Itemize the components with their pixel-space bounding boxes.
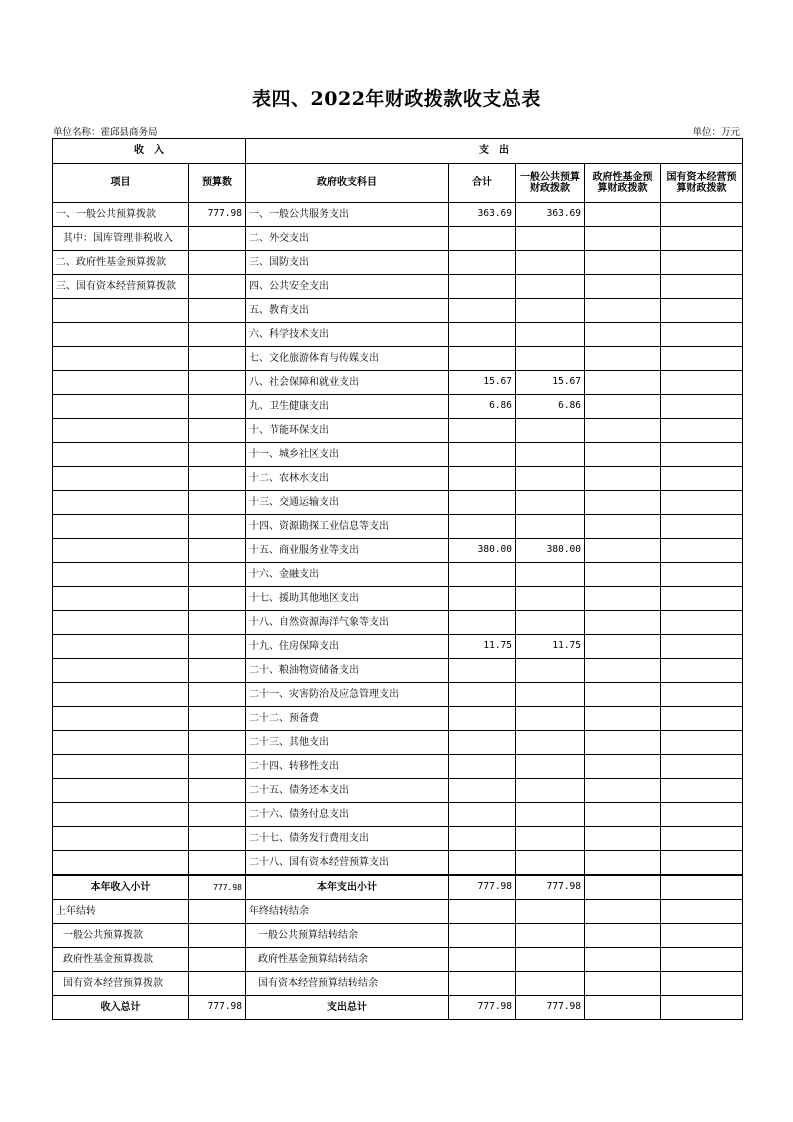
total-cell: [449, 587, 516, 611]
total-cell: [449, 251, 516, 275]
income-amount-cell: [189, 491, 246, 515]
table-row: [53, 827, 743, 851]
state-cell: [661, 900, 743, 924]
income-item-cell: [53, 779, 189, 803]
table-row: [53, 779, 743, 803]
income-amount-cell: [189, 227, 246, 251]
general-cell: [516, 924, 585, 948]
total-cell: [449, 803, 516, 827]
income-item-cell: 国有资本经营预算拨款: [53, 972, 189, 996]
fund-cell: [585, 347, 661, 371]
fund-cell: [585, 779, 661, 803]
table-row: [53, 203, 743, 227]
fund-cell: [585, 395, 661, 419]
expense-item-cell: 十五、商业服务业等支出: [246, 539, 449, 563]
grand-general-cell: 777.98: [516, 996, 585, 1020]
total-cell: [449, 659, 516, 683]
table-row: [53, 323, 743, 347]
income-amount-cell: [189, 251, 246, 275]
income-amount-cell: [189, 755, 246, 779]
carryover-row: [53, 900, 743, 924]
state-cell: [661, 803, 743, 827]
total-cell: [449, 779, 516, 803]
fund-cell: [585, 683, 661, 707]
expense-subtotal-label: 本年支出小计: [246, 875, 449, 900]
table-row: [53, 707, 743, 731]
expense-item-cell: 十一、城乡社区支出: [246, 443, 449, 467]
table-row: [53, 395, 743, 419]
fund-cell: [585, 659, 661, 683]
income-amount-cell: [189, 419, 246, 443]
general-cell: [516, 948, 585, 972]
fund-cell: [585, 299, 661, 323]
state-cell: [661, 924, 743, 948]
income-amount-cell: [189, 443, 246, 467]
state-cell: [661, 419, 743, 443]
state-cell: [661, 251, 743, 275]
general-cell: [516, 467, 585, 491]
income-amount-cell: [189, 611, 246, 635]
income-item-cell: [53, 491, 189, 515]
table-row: [53, 299, 743, 323]
total-cell: [449, 924, 516, 948]
income-item-cell: [53, 371, 189, 395]
expense-item-cell: 二、外交支出: [246, 227, 449, 251]
total-cell: [449, 948, 516, 972]
income-item-cell: [53, 755, 189, 779]
total-cell: [449, 707, 516, 731]
table-row: [53, 251, 743, 275]
state-cell: [661, 563, 743, 587]
expense-item-cell: 十七、援助其他地区支出: [246, 587, 449, 611]
fund-cell: [585, 539, 661, 563]
total-cell: [449, 563, 516, 587]
income-total-label: 收入总计: [53, 996, 189, 1020]
table-row: [53, 731, 743, 755]
fund-cell: [585, 587, 661, 611]
general-cell: [516, 851, 585, 876]
table-row: [53, 227, 743, 251]
expense-item-cell: 年终结转结余: [246, 900, 449, 924]
general-cell: [516, 419, 585, 443]
total-cell: [449, 491, 516, 515]
fund-cell: [585, 803, 661, 827]
unit-name: 单位名称：霍邱县商务局: [53, 127, 158, 138]
income-item-cell: 一般公共预算拨款: [53, 924, 189, 948]
state-cell: [661, 611, 743, 635]
general-cell: [516, 251, 585, 275]
income-item-cell: 二、政府性基金预算拨款: [53, 251, 189, 275]
general-cell: [516, 299, 585, 323]
income-amount-cell: [189, 371, 246, 395]
general-cell: [516, 491, 585, 515]
total-cell: [449, 467, 516, 491]
subtotal-row: [53, 875, 743, 900]
income-subtotal-label: 本年收入小计: [53, 875, 189, 900]
state-cell: [661, 683, 743, 707]
state-cell: [661, 299, 743, 323]
income-amount-cell: [189, 683, 246, 707]
subtotal-total-cell: 777.98: [449, 875, 516, 900]
fund-cell: [585, 419, 661, 443]
table-row: [53, 371, 743, 395]
table-row: [53, 419, 743, 443]
income-amount-cell: [189, 395, 246, 419]
expense-item-cell: 二十五、债务还本支出: [246, 779, 449, 803]
state-cell: [661, 948, 743, 972]
state-cell: [661, 827, 743, 851]
table-row: [53, 803, 743, 827]
table-row: [53, 659, 743, 683]
total-cell: [449, 851, 516, 876]
expense-item-cell: 十八、自然资源海洋气象等支出: [246, 611, 449, 635]
general-cell: [516, 900, 585, 924]
unit-label: 单位：万元: [692, 127, 740, 138]
carryover-row: [53, 948, 743, 972]
income-amount-cell: [189, 707, 246, 731]
table-row: [53, 443, 743, 467]
fund-cell: [585, 827, 661, 851]
fund-cell: [585, 900, 661, 924]
income-item-cell: [53, 611, 189, 635]
expense-total-label: 支出总计: [246, 996, 449, 1020]
carryover-row: [53, 924, 743, 948]
subtotal-general-cell: 777.98: [516, 875, 585, 900]
income-amount-cell: [189, 347, 246, 371]
fund-cell: [585, 251, 661, 275]
total-cell: 15.67: [449, 371, 516, 395]
table-row: [53, 491, 743, 515]
total-cell: [449, 227, 516, 251]
general-cell: [516, 827, 585, 851]
subtotal-fund-cell: [585, 875, 661, 900]
total-cell: [449, 347, 516, 371]
expense-item-cell: 九、卫生健康支出: [246, 395, 449, 419]
general-cell: 6.86: [516, 395, 585, 419]
expense-item-cell: 四、公共安全支出: [246, 275, 449, 299]
income-amount-cell: [189, 851, 246, 876]
col-header-total: 合计: [449, 164, 516, 203]
col-header-subject: 政府收支科目: [246, 164, 449, 203]
income-item-cell: [53, 395, 189, 419]
total-cell: 6.86: [449, 395, 516, 419]
fund-cell: [585, 227, 661, 251]
expense-item-cell: 六、科学技术支出: [246, 323, 449, 347]
table-row: [53, 851, 743, 876]
income-item-cell: [53, 443, 189, 467]
page-title: 表四、2022年财政拨款收支总表: [252, 88, 541, 110]
state-cell: [661, 659, 743, 683]
state-cell: [661, 203, 743, 227]
total-cell: 363.69: [449, 203, 516, 227]
table-row: [53, 347, 743, 371]
income-amount-cell: [189, 467, 246, 491]
general-cell: 11.75: [516, 635, 585, 659]
income-item-cell: 一、一般公共预算拨款: [53, 203, 189, 227]
table-row: [53, 755, 743, 779]
income-item-cell: [53, 707, 189, 731]
expense-item-cell: 二十二、预备费: [246, 707, 449, 731]
expense-item-cell: 一、一般公共服务支出: [246, 203, 449, 227]
general-cell: [516, 659, 585, 683]
total-cell: [449, 611, 516, 635]
state-cell: [661, 347, 743, 371]
expense-item-cell: 七、文化旅游体育与传媒支出: [246, 347, 449, 371]
income-total-amount: 777.98: [189, 996, 246, 1020]
state-cell: [661, 371, 743, 395]
fund-cell: [585, 707, 661, 731]
general-cell: [516, 563, 585, 587]
income-group-header: 收 入: [53, 139, 246, 164]
income-item-cell: [53, 299, 189, 323]
total-cell: [449, 299, 516, 323]
income-amount-cell: [189, 323, 246, 347]
income-amount-cell: [189, 803, 246, 827]
state-cell: [661, 275, 743, 299]
general-cell: [516, 611, 585, 635]
total-cell: [449, 419, 516, 443]
income-item-cell: [53, 587, 189, 611]
income-item-cell: [53, 467, 189, 491]
income-amount-cell: [189, 635, 246, 659]
income-amount-cell: [189, 659, 246, 683]
general-cell: [516, 755, 585, 779]
subtotal-state-cell: [661, 875, 743, 900]
fund-cell: [585, 515, 661, 539]
expense-item-cell: 十三、交通运输支出: [246, 491, 449, 515]
general-cell: [516, 323, 585, 347]
income-item-cell: 其中：国库管理非税收入: [53, 227, 189, 251]
total-cell: [449, 443, 516, 467]
expense-item-cell: 二十八、国有资本经营预算支出: [246, 851, 449, 876]
expense-item-cell: 二十、粮油物资储备支出: [246, 659, 449, 683]
total-cell: [449, 827, 516, 851]
fund-cell: [585, 611, 661, 635]
fund-cell: [585, 563, 661, 587]
general-cell: [516, 707, 585, 731]
income-item-cell: 政府性基金预算拨款: [53, 948, 189, 972]
total-cell: [449, 323, 516, 347]
income-amount-cell: 777.98: [189, 203, 246, 227]
fund-cell: [585, 491, 661, 515]
income-item-cell: [53, 635, 189, 659]
general-cell: [516, 731, 585, 755]
general-cell: [516, 683, 585, 707]
fund-cell: [585, 731, 661, 755]
general-cell: [516, 803, 585, 827]
fund-cell: [585, 323, 661, 347]
table-row: [53, 563, 743, 587]
col-header-state: 国有资本经营预算财政拨款: [661, 164, 743, 203]
grand-fund-cell: [585, 996, 661, 1020]
grand-total-cell: 777.98: [449, 996, 516, 1020]
expense-item-cell: 二十三、其他支出: [246, 731, 449, 755]
table-row: [53, 635, 743, 659]
general-cell: [516, 779, 585, 803]
expense-item-cell: 二十四、转移性支出: [246, 755, 449, 779]
income-item-cell: 三、国有资本经营预算拨款: [53, 275, 189, 299]
budget-table: [52, 138, 743, 1020]
income-item-cell: [53, 563, 189, 587]
income-item-cell: [53, 683, 189, 707]
income-item-cell: [53, 347, 189, 371]
table-row: [53, 467, 743, 491]
total-cell: [449, 900, 516, 924]
income-amount-cell: [189, 731, 246, 755]
income-amount-cell: [189, 900, 246, 924]
expense-item-cell: 二十一、灾害防治及应急管理支出: [246, 683, 449, 707]
col-header-budget: 预算数: [189, 164, 246, 203]
general-cell: [516, 275, 585, 299]
fund-cell: [585, 948, 661, 972]
state-cell: [661, 491, 743, 515]
general-cell: [516, 227, 585, 251]
total-cell: [449, 731, 516, 755]
fund-cell: [585, 467, 661, 491]
fund-cell: [585, 924, 661, 948]
income-item-cell: [53, 851, 189, 876]
general-cell: 15.67: [516, 371, 585, 395]
income-amount-cell: [189, 779, 246, 803]
fund-cell: [585, 972, 661, 996]
grand-total-row: [53, 996, 743, 1020]
state-cell: [661, 323, 743, 347]
income-item-cell: [53, 515, 189, 539]
fund-cell: [585, 203, 661, 227]
income-item-cell: [53, 539, 189, 563]
state-cell: [661, 515, 743, 539]
total-cell: [449, 972, 516, 996]
expense-item-cell: 十二、农林水支出: [246, 467, 449, 491]
total-cell: [449, 275, 516, 299]
expense-item-cell: 十九、住房保障支出: [246, 635, 449, 659]
expense-item-cell: 十四、资源勘探工业信息等支出: [246, 515, 449, 539]
total-cell: 380.00: [449, 539, 516, 563]
income-item-cell: [53, 659, 189, 683]
expense-item-cell: 五、教育支出: [246, 299, 449, 323]
income-item-cell: [53, 803, 189, 827]
state-cell: [661, 731, 743, 755]
expense-item-cell: 二十六、债务付息支出: [246, 803, 449, 827]
income-subtotal-amount: 777.98: [189, 875, 246, 900]
income-amount-cell: [189, 275, 246, 299]
expense-item-cell: 十、节能环保支出: [246, 419, 449, 443]
income-amount-cell: [189, 515, 246, 539]
fund-cell: [585, 635, 661, 659]
table-row: [53, 683, 743, 707]
expense-item-cell: 八、社会保障和就业支出: [246, 371, 449, 395]
fund-cell: [585, 371, 661, 395]
state-cell: [661, 587, 743, 611]
col-header-item: 项目: [53, 164, 189, 203]
state-cell: [661, 395, 743, 419]
state-cell: [661, 707, 743, 731]
expense-item-cell: 三、国防支出: [246, 251, 449, 275]
total-cell: [449, 683, 516, 707]
income-amount-cell: [189, 827, 246, 851]
state-cell: [661, 851, 743, 876]
income-amount-cell: [189, 563, 246, 587]
state-cell: [661, 443, 743, 467]
income-item-cell: [53, 419, 189, 443]
expense-item-cell: 国有资本经营预算结转结余: [246, 972, 449, 996]
state-cell: [661, 227, 743, 251]
general-cell: [516, 972, 585, 996]
general-cell: 380.00: [516, 539, 585, 563]
state-cell: [661, 467, 743, 491]
income-amount-cell: [189, 587, 246, 611]
income-amount-cell: [189, 972, 246, 996]
income-item-cell: [53, 731, 189, 755]
fund-cell: [585, 755, 661, 779]
income-item-cell: 上年结转: [53, 900, 189, 924]
general-cell: [516, 587, 585, 611]
table-row: [53, 539, 743, 563]
col-header-general: 一般公共预算财政拨款: [516, 164, 585, 203]
state-cell: [661, 539, 743, 563]
table-row: [53, 611, 743, 635]
fund-cell: [585, 275, 661, 299]
expense-item-cell: 政府性基金预算结转结余: [246, 948, 449, 972]
income-amount-cell: [189, 948, 246, 972]
fund-cell: [585, 851, 661, 876]
table-row: [53, 275, 743, 299]
col-header-fund: 政府性基金预算财政拨款: [585, 164, 661, 203]
income-amount-cell: [189, 924, 246, 948]
income-item-cell: [53, 323, 189, 347]
general-cell: [516, 515, 585, 539]
state-cell: [661, 972, 743, 996]
general-cell: [516, 347, 585, 371]
total-cell: [449, 515, 516, 539]
fund-cell: [585, 443, 661, 467]
expense-item-cell: 十六、金融支出: [246, 563, 449, 587]
general-cell: 363.69: [516, 203, 585, 227]
total-cell: 11.75: [449, 635, 516, 659]
table-row: [53, 587, 743, 611]
income-item-cell: [53, 827, 189, 851]
expense-item-cell: 二十七、债务发行费用支出: [246, 827, 449, 851]
expense-group-header: 支 出: [246, 139, 743, 164]
state-cell: [661, 635, 743, 659]
total-cell: [449, 755, 516, 779]
state-cell: [661, 779, 743, 803]
state-cell: [661, 755, 743, 779]
table-row: [53, 515, 743, 539]
general-cell: [516, 443, 585, 467]
carryover-row: [53, 972, 743, 996]
income-amount-cell: [189, 299, 246, 323]
expense-item-cell: 一般公共预算结转结余: [246, 924, 449, 948]
grand-state-cell: [661, 996, 743, 1020]
income-amount-cell: [189, 539, 246, 563]
